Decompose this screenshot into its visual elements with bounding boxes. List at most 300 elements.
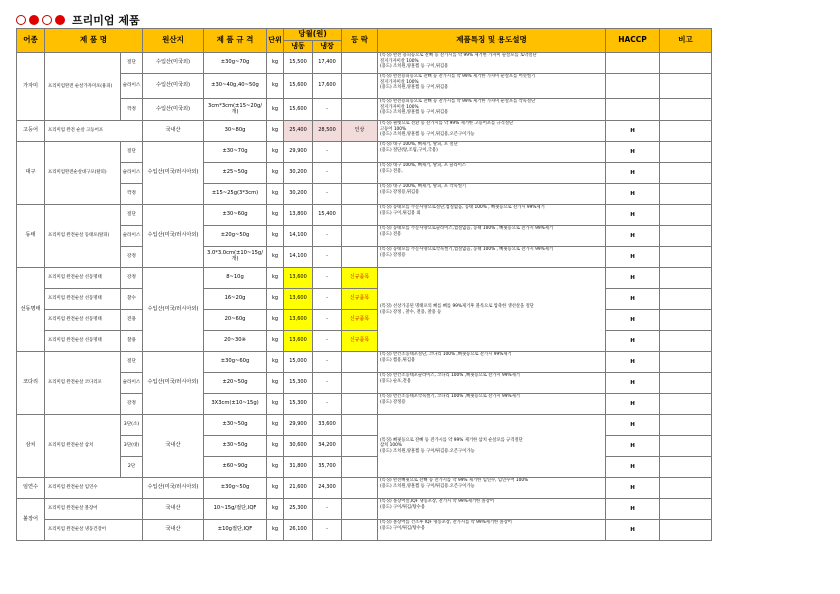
haccp-cell: H [606,247,660,268]
description-cell [378,53,606,74]
change-cell [342,247,378,268]
change-cell [342,499,378,520]
change-cell [342,373,378,394]
change-cell [342,457,378,478]
description-line: (특징) 선상가공된 명태포의 뼈를 뼈를 99%제거후 블록으로 압축한 생선살을 절단 [380,303,534,309]
chilled-price: 17,400 [313,53,342,74]
chilled-price: 35,700 [313,457,342,478]
haccp-cell: H [606,415,660,436]
category-cell: 대구 [17,142,45,205]
product-cut: 슬라이스 [121,373,143,394]
frozen-price: 15,600 [284,74,313,99]
product-cut: 강정 [121,247,143,268]
note-cell [660,268,712,289]
description-line: (특징) 동태포를 주문사양으로절단,껍질없음, 동태 100% , 뼈핏등으로 잔가시 99%제거 [380,205,545,210]
change-cell: 신규품목 [342,331,378,352]
haccp-cell: H [606,205,660,226]
description-cell [378,184,606,205]
haccp-cell [606,74,660,99]
note-cell [660,394,712,415]
origin-cell: 수입산(미국외) [143,99,204,121]
frozen-price: 29,900 [284,415,313,436]
table-row [17,121,712,142]
frozen-price: 30,200 [284,163,313,184]
category-cell: 임연수 [17,478,45,499]
description-cell [378,520,606,541]
description-line: (용도) 구이/튀김/탕수용 [380,504,425,510]
change-cell [342,478,378,499]
product-cut: 2단 [121,457,143,478]
chilled-price: 17,600 [313,74,342,99]
category-cell: 코다리 [17,352,45,415]
table-row [17,499,712,520]
description-line: (특징) 완전뼈핏으로 잔뼈 등 잔가시를 약 99% 제거한 임연수, 임연수어 100% [380,478,529,483]
product-name: 프리미엄 완전순살 선동명태 [45,268,121,289]
origin-cell: 국내산 [143,520,204,541]
haccp-cell: H [606,184,660,205]
chilled-price: 15,400 [313,205,342,226]
frozen-price: 13,600 [284,289,313,310]
product-name [45,415,121,478]
table-row [17,310,712,331]
unit-cell: kg [267,520,284,541]
frozen-price: 15,600 [284,99,313,121]
description-line: (용도) 구이/튀김/탕수용 [380,525,425,531]
chilled-price: - [313,289,342,310]
origin-cell: 수입산(미국외) [143,53,204,74]
table-body [17,53,712,541]
description-cell [378,247,606,268]
unit-cell: kg [267,310,284,331]
header-product: 제 품 명 [45,29,143,53]
table-row [17,163,712,184]
description-cell [378,352,606,373]
change-cell [342,142,378,163]
chilled-price: 24,300 [313,478,342,499]
product-name: 프리미엄 완전순살 선동명태 [45,289,121,310]
circle-outline-icon [42,15,52,25]
product-cut: 슬라이스 [121,163,143,184]
haccp-cell: H [606,331,660,352]
unit-cell: kg [267,226,284,247]
description-cell [378,478,606,499]
table-row [17,520,712,541]
header-category: 어종 [17,29,45,53]
frozen-price: 13,600 [284,310,313,331]
origin-cell: 수입산(미국/러시아외) [143,352,204,415]
product-name-line: 프리미엄 [48,83,65,89]
note-cell [660,415,712,436]
note-cell [660,99,712,121]
category-cell: 가자미 [17,53,45,121]
description-line: (용도) 조치원,양훈찜 등 구이/튀김용.오븐구이가능 [380,448,475,454]
description-line: (특징) 완전용피등으로 잔뼈 등 잔가시를 약 99% 제거한 가자미 순살포를 깍둑절단 [380,99,536,104]
spec-cell: ±20g~50g [204,226,267,247]
chilled-price: - [313,310,342,331]
unit-cell: kg [267,499,284,520]
frozen-price: 29,900 [284,142,313,163]
description-line: (용도) 강정용 [380,399,406,405]
origin-cell: 수입산(미국외) [143,74,204,99]
product-name-line: 프리미엄 완전순살 코다리포 [48,380,102,386]
description-line: (특징) 반건조동태포슬라이스, 코다리 100% ,뼈핏등으로 잔가시 99%제거 [380,373,520,378]
haccp-cell: H [606,373,660,394]
product-name [45,142,121,205]
product-cut: 절단 [121,53,143,74]
header-price-group: 당월(원) [284,29,342,41]
product-cut: 깍정 [121,184,143,205]
description-line: (용도) 순포,전용 [380,378,411,384]
haccp-cell: H [606,499,660,520]
header-haccp: HACCP [606,29,660,53]
product-cut: 3단(소) [121,415,143,436]
table-row [17,142,712,163]
chilled-price: - [313,352,342,373]
unit-cell: kg [267,53,284,74]
frozen-price: 13,600 [284,268,313,289]
haccp-cell: H [606,394,660,415]
chilled-price: - [313,499,342,520]
frozen-price: 26,100 [284,520,313,541]
frozen-price: 14,100 [284,226,313,247]
spec-cell: ±30g~70g [204,53,267,74]
haccp-cell: H [606,457,660,478]
description-line: (특징) 반건조동태포절단, 코다리 100% ,뼈핏등으로 잔가시 99%제거 [380,352,512,357]
description-line: 절지가자미살 100% [380,104,419,110]
unit-cell: kg [267,205,284,226]
table-row [17,415,712,436]
spec-cell: 16~20g [204,289,267,310]
category-cell: 볼장어 [17,499,45,541]
table-row [17,184,712,205]
description-line: (특징) 동태포를 주문사양으로슬라이스,껍질없음, 동태 100% , 뼈핏등으로 잔가시 99%제거 [380,226,554,231]
origin-cell: 수입산(미국/러시아외) [143,478,204,499]
spec-cell: 3.0*3.0cm(±10~15g/개) [204,247,267,268]
product-name-line: 프리미엄 완전순살 임연수 [48,485,98,491]
note-cell [660,142,712,163]
price-table [16,28,712,541]
origin-cell: 수입산(미국/러시아외) [143,268,204,352]
note-cell [660,310,712,331]
spec-cell: ±20~50g [204,373,267,394]
chilled-price: 33,600 [313,415,342,436]
product-cut: 강정 [121,268,143,289]
change-cell: 인상 [342,121,378,142]
haccp-cell: H [606,121,660,142]
frozen-price: 15,000 [284,352,313,373]
description-line: (용도) 조치원,양훈찜 등 구이,튀김용,오븐구이가능 [380,132,475,138]
change-cell: 신규품목 [342,268,378,289]
note-cell [660,457,712,478]
description-line: (용도) 구이,튀김용 외 [380,210,421,216]
note-cell [660,331,712,352]
description-line: (용도) 전용, [380,168,403,174]
haccp-cell [606,99,660,121]
note-cell [660,436,712,457]
product-name: 프리미엄 완전순살 선동명태 [45,331,121,352]
spec-cell: ±30g~50g [204,478,267,499]
table-row [17,289,712,310]
origin-cell: 수입산(미국/러시아외) [143,205,204,268]
description-line: 절지가자미살 100% [380,79,419,85]
note-cell [660,53,712,74]
haccp-cell: H [606,289,660,310]
haccp-cell: H [606,310,660,331]
spec-cell: 30~80g [204,121,267,142]
haccp-cell: H [606,520,660,541]
origin-cell: 국내산 [143,499,204,520]
chilled-price: - [313,226,342,247]
change-cell [342,520,378,541]
description-cell [378,99,606,121]
frozen-price: 15,300 [284,373,313,394]
table-row [17,53,712,74]
description-line: (용도) 조치원,양훈찜 등 구이/튀김용.오븐구이가능 [380,483,475,489]
description-cell [378,226,606,247]
frozen-price: 21,600 [284,478,313,499]
description-line: (특징) 뼈핏등으로 잔뼈 등 잔가시를 약 99% 제거한 삼치 순살포를 규격절단 [380,437,523,443]
chilled-price: 34,200 [313,436,342,457]
chilled-price: - [313,268,342,289]
description-line: 고등어 100% [380,126,407,132]
description-line: (용도) 강정용 [380,252,406,258]
haccp-cell: H [606,436,660,457]
haccp-cell: H [606,142,660,163]
frozen-price: 30,600 [284,436,313,457]
spec-cell: ±30~40g,40~50g [204,74,267,99]
circle-filled-icon [29,15,39,25]
product-name-line: 프리미엄완전순살대구포(탈피) [48,170,107,176]
note-cell [660,205,712,226]
note-cell [660,520,712,541]
haccp-cell: H [606,226,660,247]
note-cell [660,289,712,310]
origin-cell: 국내산 [143,121,204,142]
change-cell: 신규품목 [342,289,378,310]
product-cut: 슬라이스 [121,226,143,247]
note-cell [660,121,712,142]
table-row [17,205,712,226]
table-row [17,331,712,352]
product-name-line: 프리미엄 완전 순살 고등어포 [48,128,104,134]
haccp-cell: H [606,352,660,373]
circle-outline-icon [16,15,26,25]
product-cut: 절단 [121,142,143,163]
spec-cell: ±15~25g(3*3cm) [204,184,267,205]
description-line: (용도) 찜용,튀김용 [380,357,416,363]
product-cut: 강정 [121,394,143,415]
product-name-line: 완전 순살 [64,83,84,89]
description-cell [378,268,606,352]
spec-cell: ±60~90g [204,457,267,478]
frozen-price: 14,100 [284,247,313,268]
change-cell [342,394,378,415]
change-cell [342,74,378,99]
haccp-cell: H [606,268,660,289]
category-cell: 선동명태 [17,268,45,352]
table-row [17,226,712,247]
spec-cell: ±30~60g [204,205,267,226]
table-row [17,436,712,457]
description-line: (용도) 조치원,양훈찜 등 구이,튀김용 [380,85,449,91]
haccp-cell [606,53,660,74]
frozen-price: 15,500 [284,53,313,74]
spec-cell: ±30~50g [204,436,267,457]
description-cell [378,499,606,520]
product-name [45,53,121,121]
spec-cell: ±30~70g [204,142,267,163]
frozen-price: 31,800 [284,457,313,478]
product-name: 프리미엄 완전순살 선동명태 [45,310,121,331]
frozen-price: 25,400 [284,121,313,142]
product-name: 프리미엄 완전순살 냉동건장어 [45,520,143,541]
haccp-cell: H [606,163,660,184]
product-cut: 찰수 [121,289,143,310]
frozen-price: 13,600 [284,331,313,352]
change-cell [342,415,378,436]
change-cell [342,226,378,247]
unit-cell: kg [267,268,284,289]
description-cell [378,415,606,478]
chilled-price: - [313,373,342,394]
change-cell [342,436,378,457]
unit-cell: kg [267,247,284,268]
spec-cell: 8~10g [204,268,267,289]
change-cell [342,99,378,121]
unit-cell: kg [267,457,284,478]
description-cell [378,163,606,184]
description-line: (특징) 대구 100%, 뼈제거, 탈피, 포 절단 [380,142,458,147]
unit-cell: kg [267,415,284,436]
spec-cell: ±25~50g [204,163,267,184]
product-name: 프리미엄 완전순살 볼장어 [45,499,143,520]
description-line: (특징) 동태포를 주문사양으로깍둑썰기,껍질없음, 동태 100% , 뼈핏등으로 잔가시 99%제거 [380,247,554,252]
spec-cell: ±10g절단,IQF [204,520,267,541]
description-cell [378,373,606,394]
unit-cell: kg [267,74,284,99]
table-row [17,268,712,289]
unit-cell: kg [267,331,284,352]
page-title: 프리미엄 제품 [72,14,140,27]
description-line: (용도) 전용 [380,231,402,237]
note-cell [660,373,712,394]
unit-cell: kg [267,478,284,499]
table-row [17,74,712,99]
description-cell [378,142,606,163]
description-line: (특징) 볼장어살,IQF 냉동포장, 잔가시 약 99%제거한 볼장어 [380,499,494,504]
product-name-line: 프리미엄 완전순살 삼치 [48,443,94,449]
change-cell: 신규품목 [342,310,378,331]
chilled-price: - [313,184,342,205]
description-line: (용도) 절단(탕,조림,구이,국용) [380,147,438,153]
unit-cell: kg [267,289,284,310]
product-cut: 3단(대) [121,436,143,457]
description-cell [378,205,606,226]
description-line: (특징) 완전용피등으로 잔뼈 등 잔가시를 약 99% 제거한 가자미 순살포를 어슷썰기 [380,74,536,79]
chilled-price: - [313,163,342,184]
description-line: (특징) 필렛으로 전환 등 잔가시를 약 99% 제거한 고등어포를 규격절단 [380,121,514,126]
haccp-cell: H [606,478,660,499]
product-cut: 절단 [121,205,143,226]
unit-cell: kg [267,121,284,142]
origin-cell: 수입산(미국/러시아외) [143,142,204,205]
description-line: (특징) 볼장어를 건조후 IQF 냉동포장, 잔가시를 약 99%제거한 볼장어 [380,520,512,525]
header-unit: 단위 [267,29,284,53]
header-description: 제품특징 및 용도설명 [378,29,606,53]
circle-filled-icon [55,15,65,25]
unit-cell: kg [267,352,284,373]
description-cell [378,121,606,142]
product-cut: 깍정 [121,99,143,121]
chilled-price: - [313,331,342,352]
unit-cell: kg [267,373,284,394]
note-cell [660,163,712,184]
spec-cell: 20~30※ [204,331,267,352]
product-cut: 슬라이스 [121,74,143,99]
note-cell [660,499,712,520]
chilled-price: - [313,394,342,415]
note-cell [660,226,712,247]
spec-cell: 3X3cm(±10~15g) [204,394,267,415]
description-line: 삼치 100% [380,443,402,449]
change-cell [342,352,378,373]
description-line: (용도) 조치원,양훈찜 등 구이,튀김용 [380,64,449,70]
note-cell [660,74,712,99]
header-spec: 제 품 규 격 [204,29,267,53]
product-name [45,478,143,499]
sheet-title [16,11,140,29]
product-name [45,121,143,142]
product-name-line: 가자미포(용피) [83,83,113,89]
product-name [45,352,121,415]
table-row [17,352,712,373]
note-cell [660,184,712,205]
chilled-price: - [313,520,342,541]
change-cell [342,53,378,74]
header-change: 등 락 [342,29,378,53]
note-cell [660,352,712,373]
spec-cell: 10~15g/절단,IQF [204,499,267,520]
chilled-price: - [313,247,342,268]
description-line: (용도) 조치원,양훈찜 등 구이,튀김용 [380,110,449,116]
chilled-price: - [313,142,342,163]
description-cell [378,74,606,99]
unit-cell: kg [267,99,284,121]
frozen-price: 30,200 [284,184,313,205]
spec-cell: ±30g~60g [204,352,267,373]
frozen-price: 15,300 [284,394,313,415]
description-line: (용도) 강정 , 찰수, 전용, 찰용 등 [380,309,442,315]
frozen-price: 25,300 [284,499,313,520]
category-cell: 고등어 [17,121,45,142]
chilled-price: 28,500 [313,121,342,142]
product-name [45,205,121,268]
description-cell [378,394,606,415]
product-cut: 절단 [121,352,143,373]
note-cell [660,247,712,268]
description-line: 절지가자미살 100% [380,58,419,64]
description-line: (특징) 대구 100%, 뼈제거, 탈피, 포 깍둑썰기 [380,184,467,189]
product-name-line: 프리미엄 완전순살 동태포(탈피) [48,233,110,239]
change-cell [342,184,378,205]
chilled-price: - [313,99,342,121]
product-cut: 전용 [121,310,143,331]
unit-cell: kg [267,142,284,163]
category-cell: 삼치 [17,415,45,478]
header-note: 비고 [660,29,712,53]
change-cell [342,205,378,226]
unit-cell: kg [267,163,284,184]
